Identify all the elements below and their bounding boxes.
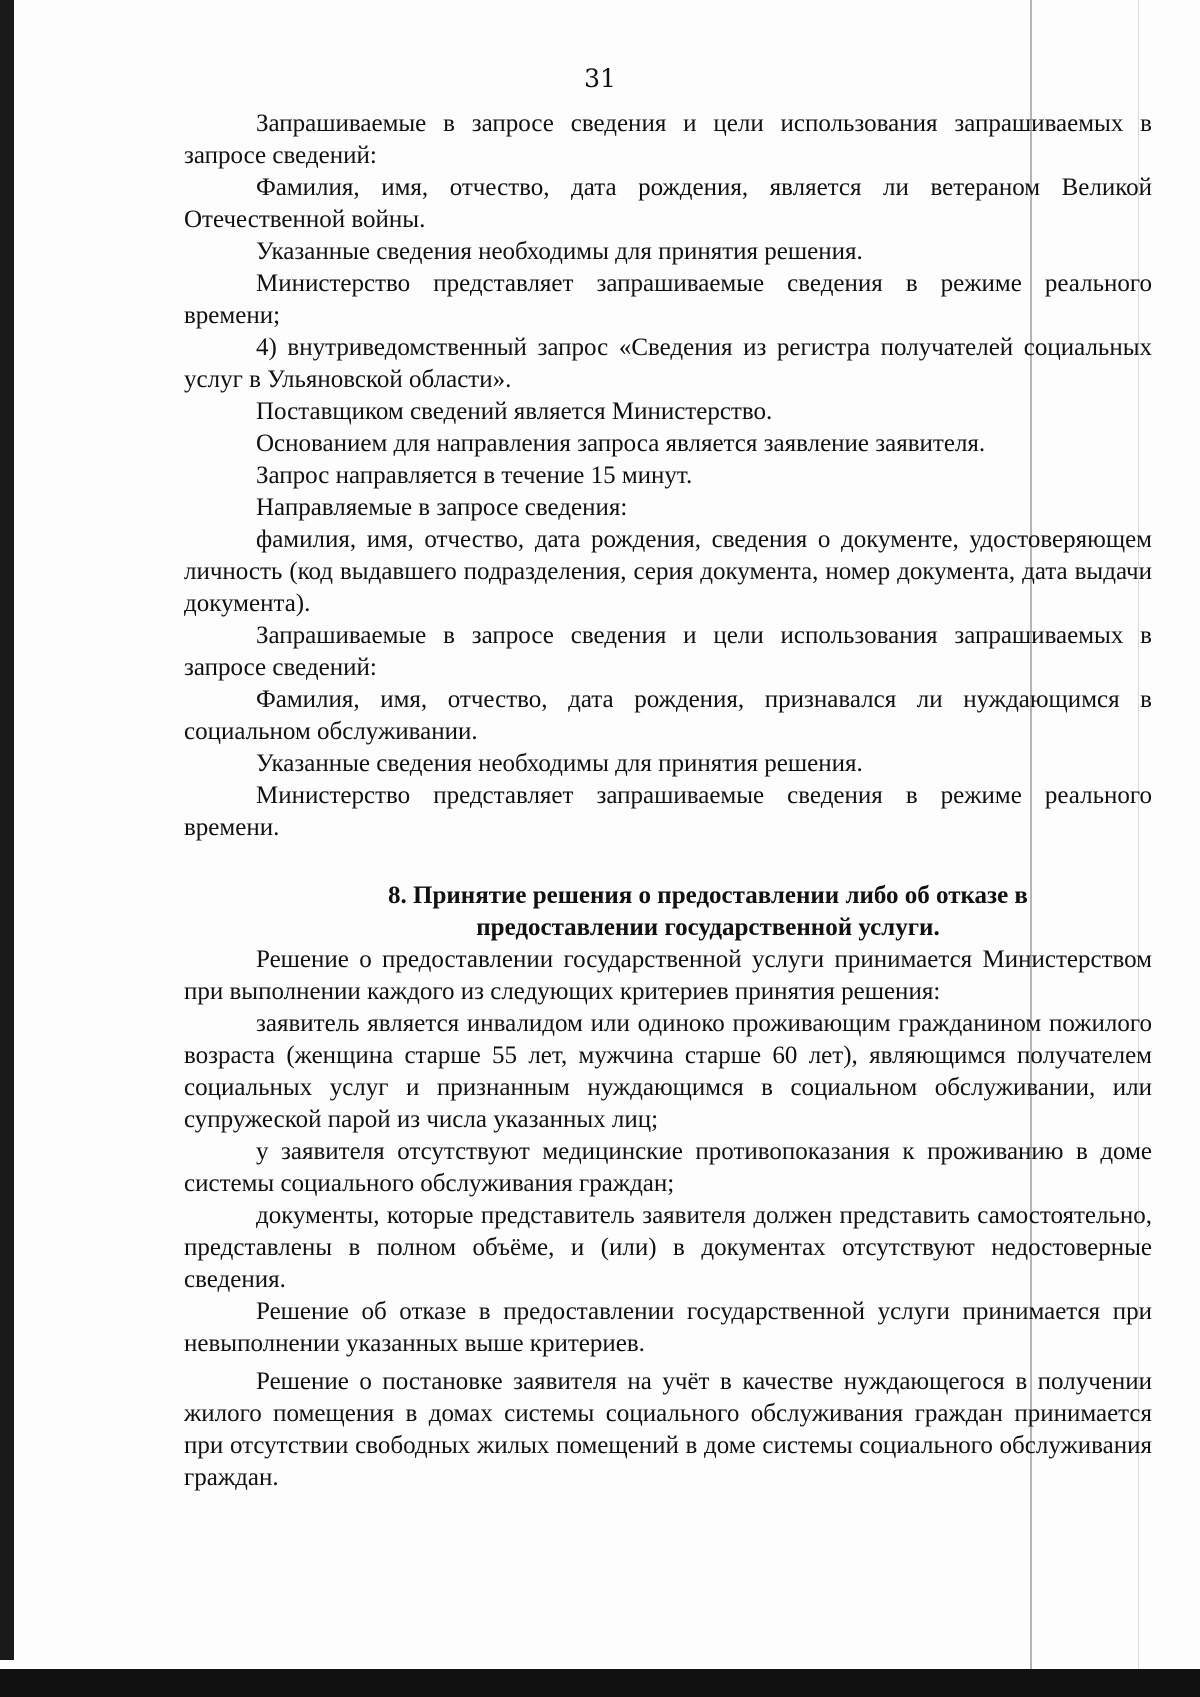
section-heading-line-1: 8. Принятие решения о предоставлении либо об отказе в [388, 882, 1028, 909]
paragraph: 4) внутриведомственный запрос «Сведения из регистра получателей социальных услуг в Ульяновской области». [184, 334, 1152, 393]
paragraph: фамилия, имя, отчество, дата рождения, сведения о документе, удостоверяющем личность (код выдавшего подразделения, серия документа, номер документа, дата выдачи документа). [184, 526, 1152, 617]
paragraph: Указанные сведения необходимы для принятия решения. [256, 238, 863, 265]
paragraph: Министерство представляет запрашиваемые сведения в режиме реального времени; [184, 270, 1152, 329]
scan-bottom-border [0, 1669, 1200, 1697]
section-spacer [184, 844, 1152, 880]
section-heading-line-2: предоставлении государственной услуги. [476, 914, 940, 941]
paragraph: Поставщиком сведений является Министерство. [256, 398, 773, 425]
paragraph: документы, которые представитель заявителя должен представить самостоятельно, представлены в полном объёме, и (или) в документах отсутствуют недостоверные сведения. [184, 1202, 1152, 1293]
document-body [184, 108, 1152, 1494]
paragraph: Решение об отказе в предоставлении государственной услуги принимается при невыполнении указанных выше критериев. [184, 1298, 1152, 1357]
page-number: 31 [584, 64, 616, 93]
paragraph: Решение о предоставлении государственной услуги принимается Министерством при выполнении каждого из следующих критериев принятия решения: [184, 946, 1152, 1005]
paragraph: Запрос направляется в течение 15 минут. [256, 462, 693, 489]
paragraph: заявитель является инвалидом или одиноко проживающим гражданином пожилого возраста (женщина старше 55 лет, мужчина старше 60 лет), являющимся получателем социальных услуг и признанным нуждающимся в социальном обслуживании, или супружеской парой из числа указанных лиц; [184, 1010, 1152, 1133]
paragraph: Фамилия, имя, отчество, дата рождения, является ли ветераном Великой Отечественной войны. [184, 174, 1152, 233]
paragraph: Запрашиваемые в запросе сведения и цели использования запрашиваемых в запросе сведений: [184, 622, 1152, 681]
paragraph: Основанием для направления запроса является заявление заявителя. [256, 430, 986, 457]
paragraph: Указанные сведения необходимы для принятия решения. [256, 750, 863, 777]
paragraph: Фамилия, имя, отчество, дата рождения, признавался ли нуждающимся в социальном обслуживании. [184, 686, 1152, 745]
scan-left-border [0, 0, 14, 1660]
paragraph: Министерство представляет запрашиваемые сведения в режиме реального времени. [184, 782, 1152, 841]
final-paragraph: Решение о постановке заявителя на учёт в качестве нуждающегося в получении жилого помещения в домах системы социального обслуживания граждан принимается при отсутствии свободных жилых помещений в доме системы социального обслуживания граждан. [184, 1368, 1152, 1491]
paragraph: Запрашиваемые в запросе сведения и цели использования запрашиваемых в запросе сведений: [184, 110, 1152, 169]
paragraph: у заявителя отсутствуют медицинские противопоказания к проживанию в доме системы социального обслуживания граждан; [184, 1138, 1152, 1197]
paragraph: Направляемые в запросе сведения: [256, 494, 628, 521]
